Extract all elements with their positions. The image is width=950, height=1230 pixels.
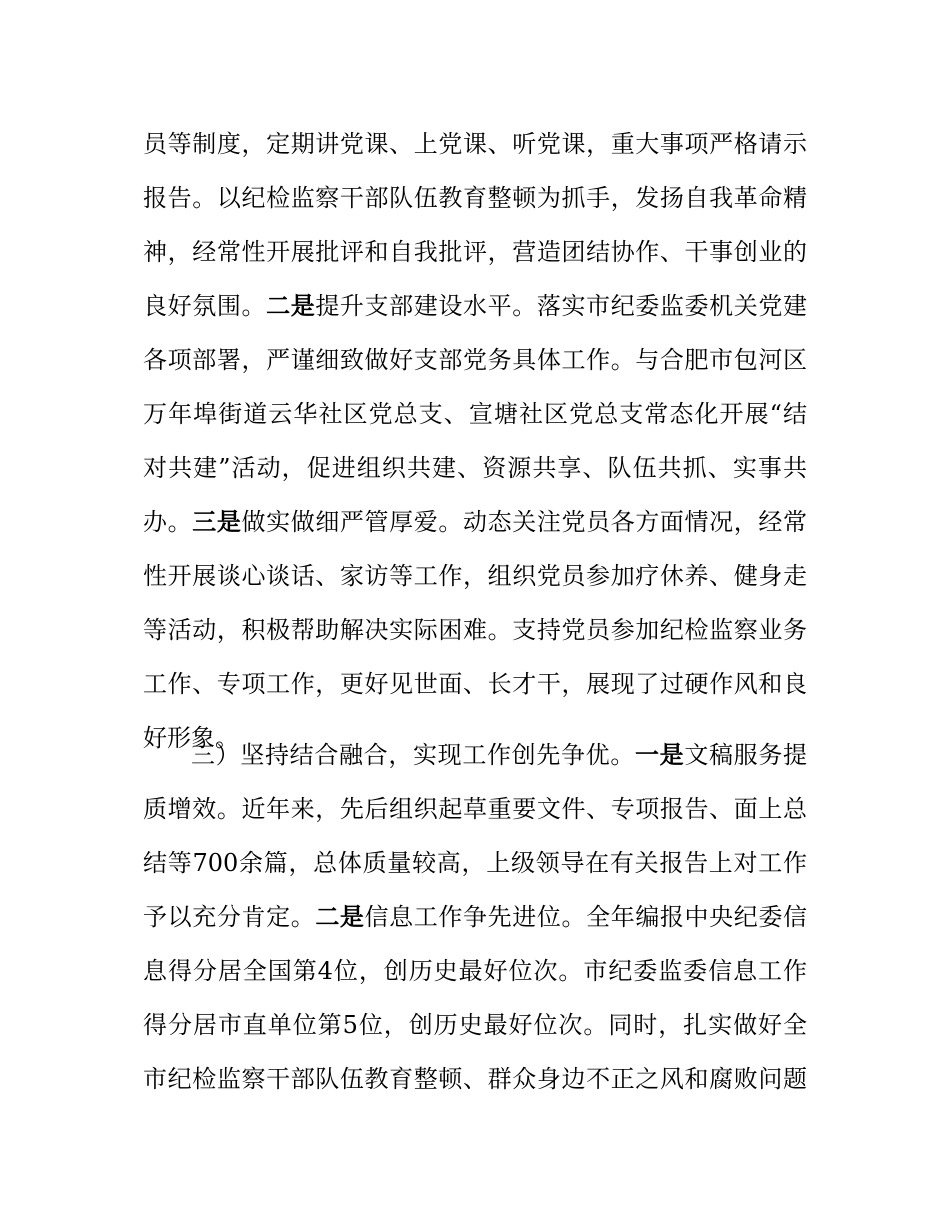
- text-segment: 做实做细严管厚爱。动态关注党员各方面情况，经常: [241, 508, 807, 536]
- text-line: [143, 171, 807, 225]
- text-line: [143, 495, 807, 549]
- text-segment: 三）坚持结合融合，实现工作创先争优。: [191, 741, 635, 769]
- text-segment: 好形象。: [143, 724, 239, 752]
- text-segment: 文稿服务提: [684, 741, 807, 769]
- text-line: [143, 333, 807, 387]
- text-segment: 予以充分肯定。: [143, 903, 316, 931]
- text-segment: 对共建”活动，促进组织共建、资源共享、队伍共抓、实事共: [143, 454, 807, 482]
- bold-keyword: 一是: [635, 741, 685, 769]
- text-segment: 质增效。近年来，先后组织起草重要文件、专项报告、面上总: [143, 795, 807, 823]
- text-line: [143, 279, 807, 333]
- text-segment: 万年埠街道云华社区党总支、宣塘社区党总支常态化开展“结: [143, 400, 807, 428]
- text-segment: 息得分居全国第4位，创历史最好位次。市纪委监委信息工作: [143, 957, 807, 985]
- text-line: [143, 387, 807, 441]
- text-line: [143, 1052, 807, 1106]
- text-line: [143, 728, 807, 782]
- text-segment: 信息工作争先进位。全年编报中央纪委信: [364, 903, 807, 931]
- text-line: [143, 603, 807, 657]
- text-line: [143, 657, 807, 711]
- text-line: [143, 890, 807, 944]
- text-segment: 市纪检监察干部队伍教育整顿、群众身边不正之风和腐败问题: [143, 1065, 807, 1093]
- text-line: [143, 117, 807, 171]
- text-segment: 各项部署，严谨细致做好支部党务具体工作。与合肥市包河区: [143, 346, 807, 374]
- text-line: [143, 944, 807, 998]
- text-segment: 性开展谈心谈话、家访等工作，组织党员参加疗休养、健身走: [143, 562, 807, 590]
- text-line: [143, 225, 807, 279]
- text-segment: 等活动，积极帮助解决实际困难。支持党员参加纪检监察业务: [143, 616, 807, 644]
- bold-keyword: 二是: [315, 903, 365, 931]
- bold-keyword: 三是: [192, 508, 242, 536]
- text-line: [143, 549, 807, 603]
- text-segment: 提升支部建设水平。落实市纪委监委机关党建: [315, 292, 807, 320]
- text-line: [143, 998, 807, 1052]
- text-segment: 工作、专项工作，更好见世面、长才干，展现了过硬作风和良: [143, 670, 807, 698]
- text-segment: 良好氛围。: [143, 292, 267, 320]
- text-line: [143, 441, 807, 495]
- text-line: [143, 782, 807, 836]
- text-segment: 得分居市直单位第5位，创历史最好位次。同时，扎实做好全: [143, 1011, 807, 1039]
- bold-keyword: 二是: [266, 292, 316, 320]
- text-segment: 神，经常性开展批评和自我批评，营造团结协作、干事创业的: [143, 238, 807, 266]
- text-line: [143, 836, 807, 890]
- text-segment: 办。: [143, 508, 193, 536]
- text-segment: 结等700余篇，总体质量较高，上级领导在有关报告上对工作: [143, 849, 807, 877]
- text-segment: 报告。以纪检监察干部队伍教育整顿为抓手，发扬自我革命精: [143, 184, 807, 212]
- text-segment: 员等制度，定期讲党课、上党课、听党课，重大事项严格请示: [143, 130, 807, 158]
